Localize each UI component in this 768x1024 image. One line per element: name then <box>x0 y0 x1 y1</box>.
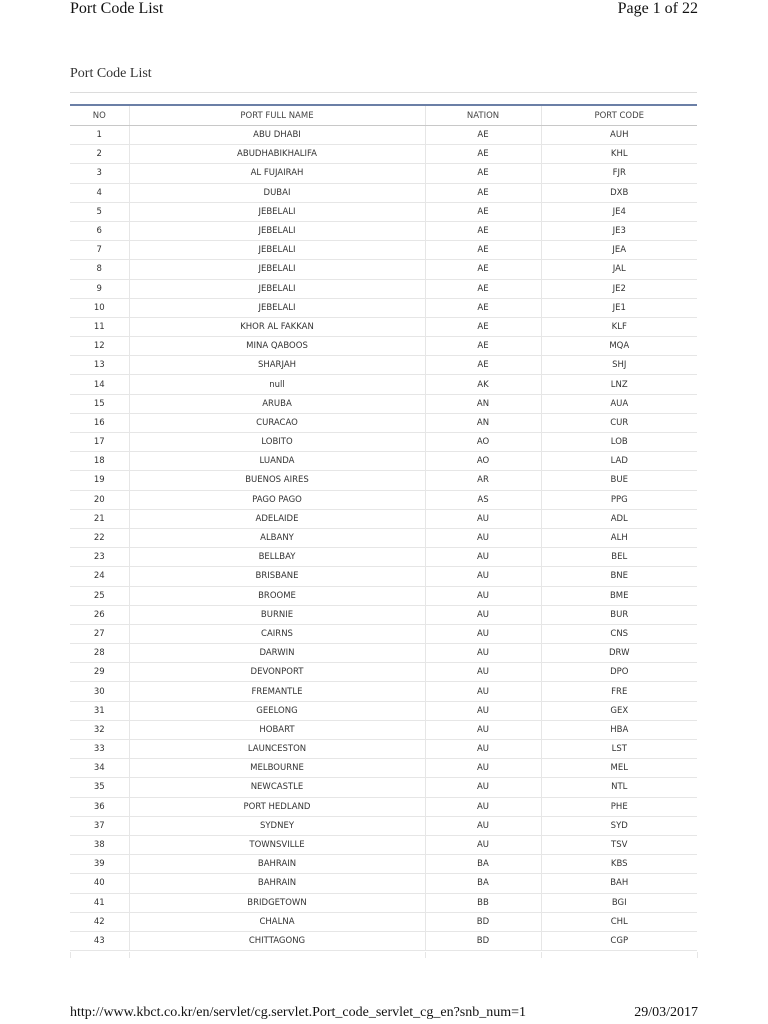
title-divider <box>70 92 697 93</box>
cell-port-full-name: null <box>129 375 425 394</box>
cell-port-full-name: PORT HEDLAND <box>129 797 425 816</box>
cell-port-code: BME <box>541 586 697 605</box>
cell-nation: AE <box>425 221 541 240</box>
table-row <box>70 145 697 164</box>
cell-port-code: AUA <box>541 394 697 413</box>
cell-nation: AE <box>425 337 541 356</box>
cell-port-code: HBA <box>541 720 697 739</box>
cell-nation: AE <box>425 183 541 202</box>
cell-nation: AU <box>425 644 541 663</box>
cell-port-full-name: BURNIE <box>129 605 425 624</box>
cell-port-code: BAH <box>541 874 697 893</box>
cell-no: 1 <box>70 126 129 145</box>
page-title: Port Code List <box>70 66 152 81</box>
cell-port-code: SYD <box>541 816 697 835</box>
cell-port-full-name: AL FUJAIRAH <box>129 164 425 183</box>
cell-port-code: BUE <box>541 471 697 490</box>
cell-port-code: BGI <box>541 893 697 912</box>
cell-nation: AE <box>425 164 541 183</box>
cell-port-code: JE3 <box>541 221 697 240</box>
cell-no: 22 <box>70 528 129 547</box>
cell-nation: AR <box>425 471 541 490</box>
table-body <box>70 126 697 951</box>
cell-port-full-name: LOBITO <box>129 433 425 452</box>
cell-no: 35 <box>70 778 129 797</box>
cell-port-code: GEX <box>541 701 697 720</box>
cell-port-full-name: CURACAO <box>129 413 425 432</box>
cell-nation: AN <box>425 413 541 432</box>
cell-port-code: FJR <box>541 164 697 183</box>
cell-nation: BD <box>425 912 541 931</box>
cell-port-full-name: LUANDA <box>129 452 425 471</box>
table-row <box>70 260 697 279</box>
cell-port-code: JEA <box>541 241 697 260</box>
cell-nation: AE <box>425 126 541 145</box>
cell-port-full-name: PAGO PAGO <box>129 490 425 509</box>
cell-port-code: PPG <box>541 490 697 509</box>
cell-port-code: CNS <box>541 624 697 643</box>
table-row <box>70 740 697 759</box>
cell-port-code: JE2 <box>541 279 697 298</box>
cell-no: 16 <box>70 413 129 432</box>
cell-port-full-name: ARUBA <box>129 394 425 413</box>
cell-no: 29 <box>70 663 129 682</box>
cell-nation: AE <box>425 145 541 164</box>
cell-nation: AE <box>425 202 541 221</box>
cell-no: 17 <box>70 433 129 452</box>
cell-no: 5 <box>70 202 129 221</box>
table-row <box>70 778 697 797</box>
table-row <box>70 912 697 931</box>
cell-port-full-name: GEELONG <box>129 701 425 720</box>
cell-port-full-name: CHITTAGONG <box>129 931 425 950</box>
cell-port-code: DXB <box>541 183 697 202</box>
cell-nation: AU <box>425 528 541 547</box>
table-row <box>70 663 697 682</box>
table-row <box>70 586 697 605</box>
cell-port-full-name: MELBOURNE <box>129 759 425 778</box>
print-header-page-info: Page 1 of 22 <box>617 0 698 17</box>
cell-port-full-name: CAIRNS <box>129 624 425 643</box>
cell-no: 4 <box>70 183 129 202</box>
cell-port-code: NTL <box>541 778 697 797</box>
cell-port-code: CGP <box>541 931 697 950</box>
cell-port-full-name: JEBELALI <box>129 202 425 221</box>
cell-port-full-name: KHOR AL FAKKAN <box>129 317 425 336</box>
print-footer-date: 29/03/2017 <box>634 1005 698 1020</box>
cell-nation: AE <box>425 241 541 260</box>
cell-no: 39 <box>70 855 129 874</box>
cell-port-full-name: NEWCASTLE <box>129 778 425 797</box>
cell-nation: AS <box>425 490 541 509</box>
cell-no: 36 <box>70 797 129 816</box>
cell-port-full-name: LAUNCESTON <box>129 740 425 759</box>
cell-port-code: BNE <box>541 567 697 586</box>
cell-no: 9 <box>70 279 129 298</box>
cell-no: 30 <box>70 682 129 701</box>
cell-no: 37 <box>70 816 129 835</box>
cell-no: 23 <box>70 548 129 567</box>
table-row <box>70 298 697 317</box>
cell-no: 13 <box>70 356 129 375</box>
cell-no: 27 <box>70 624 129 643</box>
table-row <box>70 126 697 145</box>
cell-port-code: ALH <box>541 528 697 547</box>
cell-port-full-name: BELLBAY <box>129 548 425 567</box>
cell-port-code: DPO <box>541 663 697 682</box>
table-row <box>70 893 697 912</box>
cell-port-code: KBS <box>541 855 697 874</box>
cell-no: 3 <box>70 164 129 183</box>
table-row <box>70 375 697 394</box>
table-row <box>70 874 697 893</box>
cell-no: 2 <box>70 145 129 164</box>
cell-nation: AE <box>425 317 541 336</box>
cell-port-code: BUR <box>541 605 697 624</box>
cell-port-code: JE1 <box>541 298 697 317</box>
cell-no: 6 <box>70 221 129 240</box>
cell-port-full-name: ABU DHABI <box>129 126 425 145</box>
cell-port-code: BEL <box>541 548 697 567</box>
cell-port-full-name: BUENOS AIRES <box>129 471 425 490</box>
cell-port-code: CUR <box>541 413 697 432</box>
cell-port-code: CHL <box>541 912 697 931</box>
cell-no: 7 <box>70 241 129 260</box>
cell-port-full-name: ADELAIDE <box>129 509 425 528</box>
cell-port-full-name: BRIDGETOWN <box>129 893 425 912</box>
print-header-title: Port Code List <box>70 0 164 17</box>
cell-port-code: JAL <box>541 260 697 279</box>
cell-port-full-name: JEBELALI <box>129 279 425 298</box>
cell-port-code: MEL <box>541 759 697 778</box>
cell-nation: AN <box>425 394 541 413</box>
cell-port-code: DRW <box>541 644 697 663</box>
cell-no: 12 <box>70 337 129 356</box>
cell-port-code: LAD <box>541 452 697 471</box>
column-header-port-code: PORT CODE <box>541 105 697 126</box>
table-row <box>70 931 697 950</box>
cell-nation: AU <box>425 740 541 759</box>
cell-no: 33 <box>70 740 129 759</box>
cell-nation: AE <box>425 356 541 375</box>
column-header-port-full-name: PORT FULL NAME <box>129 105 425 126</box>
cell-port-code: LST <box>541 740 697 759</box>
cell-no: 41 <box>70 893 129 912</box>
cell-nation: AU <box>425 682 541 701</box>
table-row <box>70 241 697 260</box>
table-row <box>70 816 697 835</box>
cell-port-code: LOB <box>541 433 697 452</box>
cell-no: 34 <box>70 759 129 778</box>
table-row <box>70 567 697 586</box>
cell-nation: AU <box>425 778 541 797</box>
cell-port-full-name: JEBELALI <box>129 298 425 317</box>
cell-nation: AK <box>425 375 541 394</box>
cell-no: 42 <box>70 912 129 931</box>
cell-no: 10 <box>70 298 129 317</box>
cell-nation: AU <box>425 586 541 605</box>
cell-port-full-name: JEBELALI <box>129 260 425 279</box>
cell-port-full-name: JEBELALI <box>129 241 425 260</box>
cell-port-code: ADL <box>541 509 697 528</box>
cell-no: 24 <box>70 567 129 586</box>
table-row <box>70 221 697 240</box>
table-row <box>70 548 697 567</box>
cell-port-full-name: DUBAI <box>129 183 425 202</box>
table-row <box>70 164 697 183</box>
cell-nation: AU <box>425 663 541 682</box>
cell-port-code: KLF <box>541 317 697 336</box>
cell-port-full-name: SHARJAH <box>129 356 425 375</box>
cell-port-full-name: JEBELALI <box>129 221 425 240</box>
table-row <box>70 797 697 816</box>
table-row <box>70 413 697 432</box>
column-header-nation: NATION <box>425 105 541 126</box>
cell-nation: AU <box>425 720 541 739</box>
cell-nation: AU <box>425 701 541 720</box>
cell-port-code: KHL <box>541 145 697 164</box>
cell-no: 15 <box>70 394 129 413</box>
cell-port-full-name: HOBART <box>129 720 425 739</box>
cell-nation: AU <box>425 567 541 586</box>
cell-nation: BD <box>425 931 541 950</box>
cell-no: 28 <box>70 644 129 663</box>
cell-port-code: AUH <box>541 126 697 145</box>
cell-port-full-name: BAHRAIN <box>129 855 425 874</box>
cell-port-code: LNZ <box>541 375 697 394</box>
cell-port-full-name: BROOME <box>129 586 425 605</box>
cell-nation: AU <box>425 509 541 528</box>
cell-port-code: FRE <box>541 682 697 701</box>
cell-port-code: PHE <box>541 797 697 816</box>
cell-no: 43 <box>70 931 129 950</box>
cell-no: 40 <box>70 874 129 893</box>
cell-nation: AU <box>425 605 541 624</box>
cell-port-code: JE4 <box>541 202 697 221</box>
column-header-no: NO <box>70 105 129 126</box>
cell-no: 32 <box>70 720 129 739</box>
table-row <box>70 183 697 202</box>
table-continuation <box>70 952 698 958</box>
port-code-table <box>70 104 697 951</box>
cell-port-full-name: BRISBANE <box>129 567 425 586</box>
cell-no: 18 <box>70 452 129 471</box>
cell-nation: BA <box>425 855 541 874</box>
cell-port-full-name: ALBANY <box>129 528 425 547</box>
cell-nation: AU <box>425 816 541 835</box>
cell-port-full-name: ABUDHABIKHALIFA <box>129 145 425 164</box>
cell-port-code: TSV <box>541 835 697 854</box>
cell-nation: AE <box>425 298 541 317</box>
cell-nation: AU <box>425 548 541 567</box>
table-row <box>70 835 697 854</box>
cell-port-full-name: CHALNA <box>129 912 425 931</box>
cell-port-code: MQA <box>541 337 697 356</box>
table-row <box>70 624 697 643</box>
port-code-table-container <box>70 104 697 951</box>
cell-no: 20 <box>70 490 129 509</box>
cell-nation: AO <box>425 433 541 452</box>
cell-port-full-name: DARWIN <box>129 644 425 663</box>
table-row <box>70 279 697 298</box>
cell-no: 19 <box>70 471 129 490</box>
cell-no: 38 <box>70 835 129 854</box>
table-row <box>70 433 697 452</box>
table-row <box>70 605 697 624</box>
table-row <box>70 528 697 547</box>
table-row <box>70 509 697 528</box>
table-row <box>70 701 697 720</box>
table-row <box>70 490 697 509</box>
cell-no: 31 <box>70 701 129 720</box>
cell-port-full-name: SYDNEY <box>129 816 425 835</box>
table-row <box>70 394 697 413</box>
cell-port-code: SHJ <box>541 356 697 375</box>
cell-no: 25 <box>70 586 129 605</box>
table-row <box>70 452 697 471</box>
table-row <box>70 720 697 739</box>
cell-nation: AU <box>425 759 541 778</box>
table-header-row <box>70 105 697 126</box>
cell-nation: BA <box>425 874 541 893</box>
cell-port-full-name: TOWNSVILLE <box>129 835 425 854</box>
cell-port-full-name: FREMANTLE <box>129 682 425 701</box>
table-row <box>70 317 697 336</box>
cell-nation: AU <box>425 835 541 854</box>
table-row <box>70 855 697 874</box>
cell-nation: AU <box>425 624 541 643</box>
table-row <box>70 471 697 490</box>
cell-nation: AE <box>425 260 541 279</box>
table-row <box>70 682 697 701</box>
print-footer-url: http://www.kbct.co.kr/en/servlet/cg.servlet.Port_code_servlet_cg_en?snb_num=1 <box>70 1005 527 1020</box>
cell-no: 14 <box>70 375 129 394</box>
table-row <box>70 202 697 221</box>
table-row <box>70 356 697 375</box>
cell-port-full-name: BAHRAIN <box>129 874 425 893</box>
cell-nation: AU <box>425 797 541 816</box>
cell-nation: BB <box>425 893 541 912</box>
cell-no: 11 <box>70 317 129 336</box>
cell-nation: AO <box>425 452 541 471</box>
cell-port-full-name: MINA QABOOS <box>129 337 425 356</box>
cell-port-full-name: DEVONPORT <box>129 663 425 682</box>
cell-no: 21 <box>70 509 129 528</box>
table-row <box>70 644 697 663</box>
cell-no: 8 <box>70 260 129 279</box>
table-row <box>70 759 697 778</box>
table-row <box>70 337 697 356</box>
cell-no: 26 <box>70 605 129 624</box>
cell-nation: AE <box>425 279 541 298</box>
